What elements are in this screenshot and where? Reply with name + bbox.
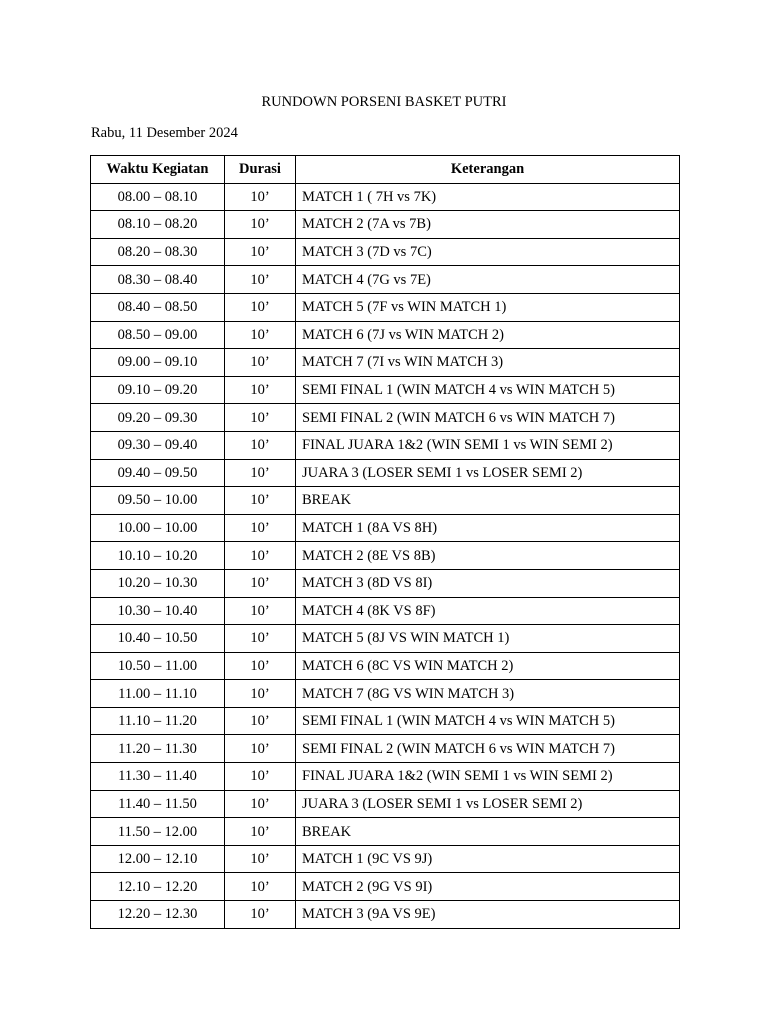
time-cell: 11.30 – 11.40 (91, 763, 225, 791)
duration-cell: 10’ (225, 238, 296, 266)
time-cell: 09.20 – 09.30 (91, 404, 225, 432)
time-cell: 11.40 – 11.50 (91, 790, 225, 818)
duration-cell: 10’ (225, 597, 296, 625)
description-cell: MATCH 3 (7D vs 7C) (296, 238, 680, 266)
time-cell: 12.00 – 12.10 (91, 845, 225, 873)
description-cell: MATCH 1 ( 7H vs 7K) (296, 183, 680, 211)
description-cell: SEMI FINAL 2 (WIN MATCH 6 vs WIN MATCH 7) (296, 735, 680, 763)
description-cell: SEMI FINAL 2 (WIN MATCH 6 vs WIN MATCH 7) (296, 404, 680, 432)
time-cell: 09.10 – 09.20 (91, 376, 225, 404)
description-cell: MATCH 4 (8K VS 8F) (296, 597, 680, 625)
description-cell: MATCH 2 (8E VS 8B) (296, 542, 680, 570)
rundown-table (90, 155, 680, 929)
description-cell: MATCH 6 (8C VS WIN MATCH 2) (296, 652, 680, 680)
description-cell: MATCH 2 (9G VS 9I) (296, 873, 680, 901)
description-cell: FINAL JUARA 1&2 (WIN SEMI 1 vs WIN SEMI 2) (296, 763, 680, 791)
duration-cell: 10’ (225, 901, 296, 929)
description-cell: MATCH 1 (9C VS 9J) (296, 845, 680, 873)
time-cell: 09.50 – 10.00 (91, 487, 225, 515)
table-row (91, 845, 680, 873)
time-cell: 10.40 – 10.50 (91, 625, 225, 653)
description-cell: SEMI FINAL 1 (WIN MATCH 4 vs WIN MATCH 5) (296, 707, 680, 735)
duration-cell: 10’ (225, 680, 296, 708)
table-row (91, 901, 680, 929)
duration-cell: 10’ (225, 542, 296, 570)
table-row (91, 266, 680, 294)
table-row (91, 431, 680, 459)
time-cell: 10.00 – 10.00 (91, 514, 225, 542)
description-cell: BREAK (296, 818, 680, 846)
time-cell: 08.30 – 08.40 (91, 266, 225, 294)
time-cell: 09.30 – 09.40 (91, 431, 225, 459)
duration-cell: 10’ (225, 763, 296, 791)
column-header-durasi: Durasi (225, 156, 296, 184)
description-cell: MATCH 7 (8G VS WIN MATCH 3) (296, 680, 680, 708)
table-row (91, 542, 680, 570)
table-row (91, 569, 680, 597)
duration-cell: 10’ (225, 625, 296, 653)
description-cell: MATCH 3 (8D VS 8I) (296, 569, 680, 597)
description-cell: MATCH 3 (9A VS 9E) (296, 901, 680, 929)
duration-cell: 10’ (225, 321, 296, 349)
time-cell: 10.50 – 11.00 (91, 652, 225, 680)
column-header-keterangan: Keterangan (296, 156, 680, 184)
duration-cell: 10’ (225, 266, 296, 294)
time-cell: 11.20 – 11.30 (91, 735, 225, 763)
table-row (91, 818, 680, 846)
table-row (91, 652, 680, 680)
time-cell: 11.00 – 11.10 (91, 680, 225, 708)
time-cell: 10.30 – 10.40 (91, 597, 225, 625)
table-row (91, 597, 680, 625)
duration-cell: 10’ (225, 183, 296, 211)
time-cell: 08.20 – 08.30 (91, 238, 225, 266)
description-cell: MATCH 4 (7G vs 7E) (296, 266, 680, 294)
time-cell: 11.50 – 12.00 (91, 818, 225, 846)
duration-cell: 10’ (225, 431, 296, 459)
table-row (91, 349, 680, 377)
description-cell: BREAK (296, 487, 680, 515)
duration-cell: 10’ (225, 487, 296, 515)
table-row (91, 321, 680, 349)
duration-cell: 10’ (225, 376, 296, 404)
table-row (91, 735, 680, 763)
description-cell: JUARA 3 (LOSER SEMI 1 vs LOSER SEMI 2) (296, 459, 680, 487)
time-cell: 08.40 – 08.50 (91, 293, 225, 321)
column-header-waktu: Waktu Kegiatan (91, 156, 225, 184)
duration-cell: 10’ (225, 211, 296, 239)
description-cell: FINAL JUARA 1&2 (WIN SEMI 1 vs WIN SEMI 2) (296, 431, 680, 459)
duration-cell: 10’ (225, 652, 296, 680)
table-row (91, 763, 680, 791)
duration-cell: 10’ (225, 707, 296, 735)
duration-cell: 10’ (225, 845, 296, 873)
time-cell: 09.00 – 09.10 (91, 349, 225, 377)
duration-cell: 10’ (225, 735, 296, 763)
table-row (91, 183, 680, 211)
time-cell: 12.20 – 12.30 (91, 901, 225, 929)
description-cell: MATCH 5 (7F vs WIN MATCH 1) (296, 293, 680, 321)
table-row (91, 873, 680, 901)
time-cell: 08.10 – 08.20 (91, 211, 225, 239)
document-title: RUNDOWN PORSENI BASKET PUTRI (261, 94, 507, 110)
duration-cell: 10’ (225, 404, 296, 432)
table-row (91, 790, 680, 818)
table-row (91, 707, 680, 735)
duration-cell: 10’ (225, 818, 296, 846)
description-cell: SEMI FINAL 1 (WIN MATCH 4 vs WIN MATCH 5) (296, 376, 680, 404)
description-cell: MATCH 1 (8A VS 8H) (296, 514, 680, 542)
table-row (91, 459, 680, 487)
time-cell: 12.10 – 12.20 (91, 873, 225, 901)
description-cell: MATCH 6 (7J vs WIN MATCH 2) (296, 321, 680, 349)
table-row (91, 211, 680, 239)
time-cell: 08.00 – 08.10 (91, 183, 225, 211)
table-row (91, 376, 680, 404)
header-row (91, 156, 680, 184)
description-cell: JUARA 3 (LOSER SEMI 1 vs LOSER SEMI 2) (296, 790, 680, 818)
document-date: Rabu, 11 Desember 2024 (91, 125, 238, 141)
table-row (91, 680, 680, 708)
duration-cell: 10’ (225, 349, 296, 377)
description-cell: MATCH 2 (7A vs 7B) (296, 211, 680, 239)
time-cell: 11.10 – 11.20 (91, 707, 225, 735)
duration-cell: 10’ (225, 569, 296, 597)
duration-cell: 10’ (225, 514, 296, 542)
time-cell: 10.10 – 10.20 (91, 542, 225, 570)
table-row (91, 404, 680, 432)
table-row (91, 487, 680, 515)
duration-cell: 10’ (225, 459, 296, 487)
duration-cell: 10’ (225, 293, 296, 321)
description-cell: MATCH 5 (8J VS WIN MATCH 1) (296, 625, 680, 653)
table-row (91, 625, 680, 653)
time-cell: 10.20 – 10.30 (91, 569, 225, 597)
duration-cell: 10’ (225, 873, 296, 901)
time-cell: 08.50 – 09.00 (91, 321, 225, 349)
duration-cell: 10’ (225, 790, 296, 818)
table-row (91, 514, 680, 542)
table-row (91, 238, 680, 266)
table-body (91, 183, 680, 928)
table-row (91, 293, 680, 321)
table-header (91, 156, 680, 184)
time-cell: 09.40 – 09.50 (91, 459, 225, 487)
description-cell: MATCH 7 (7I vs WIN MATCH 3) (296, 349, 680, 377)
